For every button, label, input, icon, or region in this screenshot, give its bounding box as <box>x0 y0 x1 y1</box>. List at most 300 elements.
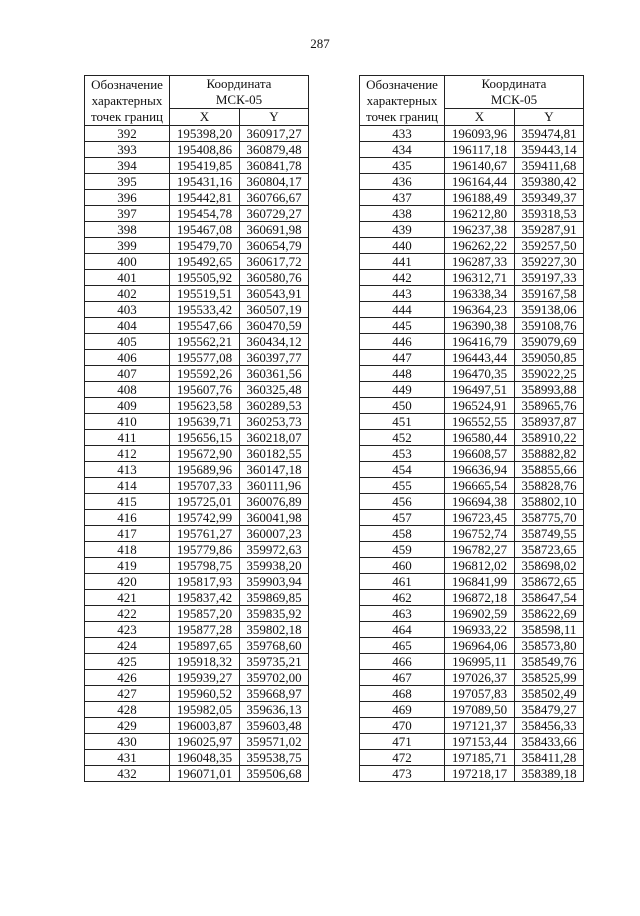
point-number-cell: 404 <box>85 318 170 334</box>
coordinate-header <box>445 76 584 109</box>
y-coordinate-cell: 359287,91 <box>515 222 584 238</box>
table-row <box>85 286 309 302</box>
y-coordinate-cell: 358647,54 <box>515 590 584 606</box>
table-row <box>360 606 584 622</box>
table-row <box>85 670 309 686</box>
y-coordinate-cell: 358456,33 <box>515 718 584 734</box>
y-coordinate-cell: 359474,81 <box>515 126 584 142</box>
table-row <box>360 142 584 158</box>
y-coordinate-cell: 360434,12 <box>240 334 309 350</box>
y-coordinate-cell: 359050,85 <box>515 350 584 366</box>
y-coordinate-cell: 360917,27 <box>240 126 309 142</box>
table-row <box>85 686 309 702</box>
point-number-cell: 416 <box>85 510 170 526</box>
x-coordinate-cell: 196003,87 <box>170 718 240 734</box>
table-row <box>360 430 584 446</box>
point-number-cell: 401 <box>85 270 170 286</box>
page-number: 287 <box>310 36 330 51</box>
point-number-cell: 440 <box>360 238 445 254</box>
y-coordinate-cell: 358502,49 <box>515 686 584 702</box>
table-row <box>360 302 584 318</box>
x-coordinate-cell: 195877,28 <box>170 622 240 638</box>
x-coordinate-cell: 195505,92 <box>170 270 240 286</box>
y-coordinate-cell: 358723,65 <box>515 542 584 558</box>
table-row <box>360 542 584 558</box>
table-row <box>360 766 584 782</box>
point-number-cell: 470 <box>360 718 445 734</box>
table-row <box>85 494 309 510</box>
point-number-cell: 403 <box>85 302 170 318</box>
x-coordinate-cell: 197026,37 <box>445 670 515 686</box>
x-coordinate-cell: 196723,45 <box>445 510 515 526</box>
y-coordinate-cell: 359802,18 <box>240 622 309 638</box>
x-coordinate-cell: 195857,20 <box>170 606 240 622</box>
point-number-cell: 452 <box>360 430 445 446</box>
x-coordinate-cell: 196287,33 <box>445 254 515 270</box>
y-coordinate-cell: 360879,48 <box>240 142 309 158</box>
point-number-cell: 456 <box>360 494 445 510</box>
x-coordinate-cell: 195725,01 <box>170 494 240 510</box>
y-coordinate-cell: 358698,02 <box>515 558 584 574</box>
point-number-cell: 392 <box>85 126 170 142</box>
point-number-cell: 402 <box>85 286 170 302</box>
y-coordinate-cell: 359197,33 <box>515 270 584 286</box>
y-coordinate-cell: 359938,20 <box>240 558 309 574</box>
x-coordinate-cell: 196964,06 <box>445 638 515 654</box>
point-number-cell: 459 <box>360 542 445 558</box>
point-number-cell: 465 <box>360 638 445 654</box>
y-column-header: Y <box>240 109 309 126</box>
y-coordinate-cell: 358828,76 <box>515 478 584 494</box>
x-coordinate-cell: 196497,51 <box>445 382 515 398</box>
table-row <box>360 446 584 462</box>
y-coordinate-cell: 358937,87 <box>515 414 584 430</box>
point-label-line1: Обозначение <box>366 76 438 92</box>
point-number-cell: 411 <box>85 430 170 446</box>
table-row <box>85 318 309 334</box>
x-coordinate-cell: 195707,33 <box>170 478 240 494</box>
table-row <box>360 462 584 478</box>
x-coordinate-cell: 196812,02 <box>445 558 515 574</box>
point-number-cell: 438 <box>360 206 445 222</box>
table-row <box>360 190 584 206</box>
y-coordinate-cell: 360543,91 <box>240 286 309 302</box>
table-row <box>360 334 584 350</box>
coordinates-table-right <box>359 75 584 782</box>
point-number-cell: 395 <box>85 174 170 190</box>
y-coordinate-cell: 360007,23 <box>240 526 309 542</box>
x-coordinate-cell: 195939,27 <box>170 670 240 686</box>
x-coordinate-cell: 197121,37 <box>445 718 515 734</box>
table-row <box>360 718 584 734</box>
y-coordinate-cell: 358433,66 <box>515 734 584 750</box>
x-coordinate-cell: 196665,54 <box>445 478 515 494</box>
x-coordinate-cell: 195689,96 <box>170 462 240 478</box>
coord-label-line1: Координата <box>206 76 272 91</box>
point-number-cell: 413 <box>85 462 170 478</box>
table-row <box>360 734 584 750</box>
y-coordinate-cell: 358573,80 <box>515 638 584 654</box>
y-coordinate-cell: 360076,89 <box>240 494 309 510</box>
x-coordinate-cell: 195454,78 <box>170 206 240 222</box>
point-number-cell: 462 <box>360 590 445 606</box>
table-row <box>85 654 309 670</box>
x-coordinate-cell: 195982,05 <box>170 702 240 718</box>
x-coordinate-cell: 195442,81 <box>170 190 240 206</box>
x-coordinate-cell: 195779,86 <box>170 542 240 558</box>
table-row <box>85 414 309 430</box>
point-number-cell: 407 <box>85 366 170 382</box>
coordinate-header <box>170 76 309 109</box>
table-row <box>360 254 584 270</box>
table-row <box>85 158 309 174</box>
point-label-line3: точек границ <box>90 108 164 124</box>
table-row <box>85 142 309 158</box>
x-coordinate-cell: 195431,16 <box>170 174 240 190</box>
x-coordinate-cell: 195398,20 <box>170 126 240 142</box>
point-number-cell: 458 <box>360 526 445 542</box>
point-number-cell: 428 <box>85 702 170 718</box>
x-coordinate-cell: 195837,42 <box>170 590 240 606</box>
point-number-cell: 439 <box>360 222 445 238</box>
x-coordinate-cell: 196140,67 <box>445 158 515 174</box>
point-label-line2: характерных <box>366 92 438 108</box>
y-coordinate-cell: 360289,53 <box>240 398 309 414</box>
y-coordinate-cell: 360804,17 <box>240 174 309 190</box>
point-number-cell: 394 <box>85 158 170 174</box>
y-coordinate-cell: 358749,55 <box>515 526 584 542</box>
point-number-cell: 431 <box>85 750 170 766</box>
point-number-cell: 446 <box>360 334 445 350</box>
y-coordinate-cell: 359411,68 <box>515 158 584 174</box>
point-number-cell: 463 <box>360 606 445 622</box>
table-row <box>360 318 584 334</box>
point-number-cell: 398 <box>85 222 170 238</box>
point-number-cell: 449 <box>360 382 445 398</box>
y-coordinate-cell: 359835,92 <box>240 606 309 622</box>
table-row <box>360 622 584 638</box>
x-coordinate-cell: 196636,94 <box>445 462 515 478</box>
x-coordinate-cell: 195817,93 <box>170 574 240 590</box>
point-number-cell: 455 <box>360 478 445 494</box>
x-coordinate-cell: 195547,66 <box>170 318 240 334</box>
y-coordinate-cell: 359167,58 <box>515 286 584 302</box>
x-coordinate-cell: 196071,01 <box>170 766 240 782</box>
point-number-cell: 423 <box>85 622 170 638</box>
point-number-cell: 464 <box>360 622 445 638</box>
table-row <box>85 718 309 734</box>
table-row <box>85 174 309 190</box>
x-coordinate-cell: 197218,17 <box>445 766 515 782</box>
point-number-cell: 450 <box>360 398 445 414</box>
y-coordinate-cell: 360253,73 <box>240 414 309 430</box>
table-row <box>360 686 584 702</box>
table-row <box>85 510 309 526</box>
y-coordinate-cell: 358855,66 <box>515 462 584 478</box>
y-coordinate-cell: 359768,60 <box>240 638 309 654</box>
x-coordinate-cell: 195672,90 <box>170 446 240 462</box>
table-row <box>360 494 584 510</box>
y-coordinate-cell: 358598,11 <box>515 622 584 638</box>
point-number-cell: 400 <box>85 254 170 270</box>
y-coordinate-cell: 360766,67 <box>240 190 309 206</box>
y-coordinate-cell: 359079,69 <box>515 334 584 350</box>
y-coordinate-cell: 360041,98 <box>240 510 309 526</box>
point-number-cell: 436 <box>360 174 445 190</box>
point-label-line2: характерных <box>91 92 163 108</box>
x-coordinate-cell: 196933,22 <box>445 622 515 638</box>
table-row <box>360 590 584 606</box>
point-number-cell: 467 <box>360 670 445 686</box>
table-row <box>360 398 584 414</box>
y-coordinate-cell: 358622,69 <box>515 606 584 622</box>
point-number-cell: 434 <box>360 142 445 158</box>
table-row <box>360 350 584 366</box>
x-coordinate-cell: 195519,51 <box>170 286 240 302</box>
point-number-cell: 418 <box>85 542 170 558</box>
point-number-cell: 460 <box>360 558 445 574</box>
table-row <box>360 638 584 654</box>
y-coordinate-cell: 360470,59 <box>240 318 309 334</box>
point-number-cell: 406 <box>85 350 170 366</box>
point-number-cell: 408 <box>85 382 170 398</box>
y-coordinate-cell: 360841,78 <box>240 158 309 174</box>
table-row <box>85 206 309 222</box>
point-number-cell: 445 <box>360 318 445 334</box>
y-coordinate-cell: 359022,25 <box>515 366 584 382</box>
x-coordinate-cell: 195761,27 <box>170 526 240 542</box>
x-coordinate-cell: 196608,57 <box>445 446 515 462</box>
table-row <box>360 126 584 142</box>
point-number-cell: 453 <box>360 446 445 462</box>
x-coordinate-cell: 195656,15 <box>170 430 240 446</box>
table-row <box>360 478 584 494</box>
point-number-cell: 412 <box>85 446 170 462</box>
point-number-cell: 466 <box>360 654 445 670</box>
y-coordinate-cell: 360507,19 <box>240 302 309 318</box>
table-row <box>360 526 584 542</box>
y-coordinate-cell: 359443,14 <box>515 142 584 158</box>
x-coordinate-cell: 196117,18 <box>445 142 515 158</box>
table-row <box>85 574 309 590</box>
x-coordinate-cell: 196312,71 <box>445 270 515 286</box>
table-row <box>360 558 584 574</box>
x-coordinate-cell: 196470,35 <box>445 366 515 382</box>
table-row <box>85 622 309 638</box>
y-coordinate-cell: 360325,48 <box>240 382 309 398</box>
point-label-line3: точек границ <box>365 108 439 124</box>
x-coordinate-cell: 195623,58 <box>170 398 240 414</box>
point-number-cell: 405 <box>85 334 170 350</box>
table-row <box>360 174 584 190</box>
table-row <box>85 462 309 478</box>
x-coordinate-cell: 195577,08 <box>170 350 240 366</box>
table-row <box>360 286 584 302</box>
x-coordinate-cell: 196212,80 <box>445 206 515 222</box>
x-coordinate-cell: 195562,21 <box>170 334 240 350</box>
point-designation-header <box>85 76 170 126</box>
x-coordinate-cell: 196048,35 <box>170 750 240 766</box>
table-row <box>85 446 309 462</box>
x-column-header: X <box>170 109 240 126</box>
point-number-cell: 437 <box>360 190 445 206</box>
y-coordinate-cell: 360111,96 <box>240 478 309 494</box>
y-coordinate-cell: 360617,72 <box>240 254 309 270</box>
y-coordinate-cell: 359257,50 <box>515 238 584 254</box>
x-coordinate-cell: 196995,11 <box>445 654 515 670</box>
x-coordinate-cell: 196262,22 <box>445 238 515 254</box>
table-row <box>85 430 309 446</box>
x-coordinate-cell: 196390,38 <box>445 318 515 334</box>
table-row <box>85 526 309 542</box>
table-row <box>85 638 309 654</box>
y-coordinate-cell: 359227,30 <box>515 254 584 270</box>
x-coordinate-cell: 195798,75 <box>170 558 240 574</box>
table-row <box>360 670 584 686</box>
table-row <box>85 350 309 366</box>
table-row <box>85 734 309 750</box>
y-coordinate-cell: 359571,02 <box>240 734 309 750</box>
point-number-cell: 414 <box>85 478 170 494</box>
x-coordinate-cell: 196872,18 <box>445 590 515 606</box>
point-number-cell: 472 <box>360 750 445 766</box>
y-coordinate-cell: 359138,06 <box>515 302 584 318</box>
point-number-cell: 421 <box>85 590 170 606</box>
x-coordinate-cell: 195533,42 <box>170 302 240 318</box>
point-number-cell: 471 <box>360 734 445 750</box>
point-number-cell: 433 <box>360 126 445 142</box>
y-coordinate-cell: 359972,63 <box>240 542 309 558</box>
table-row <box>85 222 309 238</box>
table-row <box>360 270 584 286</box>
table-row <box>85 366 309 382</box>
point-number-cell: 461 <box>360 574 445 590</box>
y-column-header: Y <box>515 109 584 126</box>
point-number-cell: 468 <box>360 686 445 702</box>
x-coordinate-cell: 196752,74 <box>445 526 515 542</box>
coord-label-line1: Координата <box>481 76 547 91</box>
table-row <box>85 126 309 142</box>
table-row <box>360 238 584 254</box>
x-coordinate-cell: 196524,91 <box>445 398 515 414</box>
point-number-cell: 443 <box>360 286 445 302</box>
x-coordinate-cell: 196237,38 <box>445 222 515 238</box>
point-number-cell: 417 <box>85 526 170 542</box>
y-coordinate-cell: 358910,22 <box>515 430 584 446</box>
y-coordinate-cell: 359636,13 <box>240 702 309 718</box>
x-coordinate-cell: 197185,71 <box>445 750 515 766</box>
table-row <box>85 254 309 270</box>
x-coordinate-cell: 195897,65 <box>170 638 240 654</box>
table-row <box>360 222 584 238</box>
point-number-cell: 419 <box>85 558 170 574</box>
y-coordinate-cell: 359538,75 <box>240 750 309 766</box>
y-coordinate-cell: 359108,76 <box>515 318 584 334</box>
point-number-cell: 420 <box>85 574 170 590</box>
table-row <box>85 302 309 318</box>
x-coordinate-cell: 195479,70 <box>170 238 240 254</box>
right-table-body <box>360 126 584 782</box>
point-number-cell: 430 <box>85 734 170 750</box>
x-coordinate-cell: 195607,76 <box>170 382 240 398</box>
x-coordinate-cell: 196025,97 <box>170 734 240 750</box>
y-coordinate-cell: 358549,76 <box>515 654 584 670</box>
table-row <box>85 238 309 254</box>
y-coordinate-cell: 358479,27 <box>515 702 584 718</box>
y-coordinate-cell: 358525,99 <box>515 670 584 686</box>
point-number-cell: 422 <box>85 606 170 622</box>
x-coordinate-cell: 197089,50 <box>445 702 515 718</box>
table-row <box>85 590 309 606</box>
table-row <box>85 766 309 782</box>
coordinates-table-left <box>84 75 309 782</box>
y-coordinate-cell: 358882,82 <box>515 446 584 462</box>
point-number-cell: 415 <box>85 494 170 510</box>
y-coordinate-cell: 358672,65 <box>515 574 584 590</box>
point-number-cell: 425 <box>85 654 170 670</box>
table-row <box>360 510 584 526</box>
table-row <box>85 558 309 574</box>
y-coordinate-cell: 359318,53 <box>515 206 584 222</box>
y-coordinate-cell: 360729,27 <box>240 206 309 222</box>
point-number-cell: 429 <box>85 718 170 734</box>
y-coordinate-cell: 358775,70 <box>515 510 584 526</box>
point-number-cell: 457 <box>360 510 445 526</box>
y-coordinate-cell: 360654,79 <box>240 238 309 254</box>
x-coordinate-cell: 196902,59 <box>445 606 515 622</box>
table-row <box>360 158 584 174</box>
table-row <box>85 190 309 206</box>
point-number-cell: 427 <box>85 686 170 702</box>
table-row <box>85 702 309 718</box>
x-coordinate-cell: 195419,85 <box>170 158 240 174</box>
y-coordinate-cell: 360361,56 <box>240 366 309 382</box>
y-coordinate-cell: 358993,88 <box>515 382 584 398</box>
point-designation-header <box>360 76 445 126</box>
y-coordinate-cell: 358411,28 <box>515 750 584 766</box>
x-coordinate-cell: 195467,08 <box>170 222 240 238</box>
point-number-cell: 424 <box>85 638 170 654</box>
y-coordinate-cell: 360218,07 <box>240 430 309 446</box>
x-coordinate-cell: 196580,44 <box>445 430 515 446</box>
y-coordinate-cell: 358802,10 <box>515 494 584 510</box>
point-number-cell: 469 <box>360 702 445 718</box>
table-row <box>85 270 309 286</box>
point-number-cell: 397 <box>85 206 170 222</box>
table-row <box>360 750 584 766</box>
point-number-cell: 447 <box>360 350 445 366</box>
point-number-cell: 426 <box>85 670 170 686</box>
x-coordinate-cell: 196338,34 <box>445 286 515 302</box>
table-row <box>360 702 584 718</box>
y-coordinate-cell: 360147,18 <box>240 462 309 478</box>
table-row <box>360 654 584 670</box>
point-number-cell: 442 <box>360 270 445 286</box>
x-coordinate-cell: 195918,32 <box>170 654 240 670</box>
x-coordinate-cell: 196364,23 <box>445 302 515 318</box>
y-coordinate-cell: 359380,42 <box>515 174 584 190</box>
y-coordinate-cell: 360580,76 <box>240 270 309 286</box>
table-row <box>85 478 309 494</box>
table-row <box>85 398 309 414</box>
y-coordinate-cell: 359668,97 <box>240 686 309 702</box>
x-coordinate-cell: 196188,49 <box>445 190 515 206</box>
x-coordinate-cell: 196841,99 <box>445 574 515 590</box>
x-coordinate-cell: 195960,52 <box>170 686 240 702</box>
left-table-body <box>85 126 309 782</box>
x-column-header: X <box>445 109 515 126</box>
table-row <box>85 606 309 622</box>
